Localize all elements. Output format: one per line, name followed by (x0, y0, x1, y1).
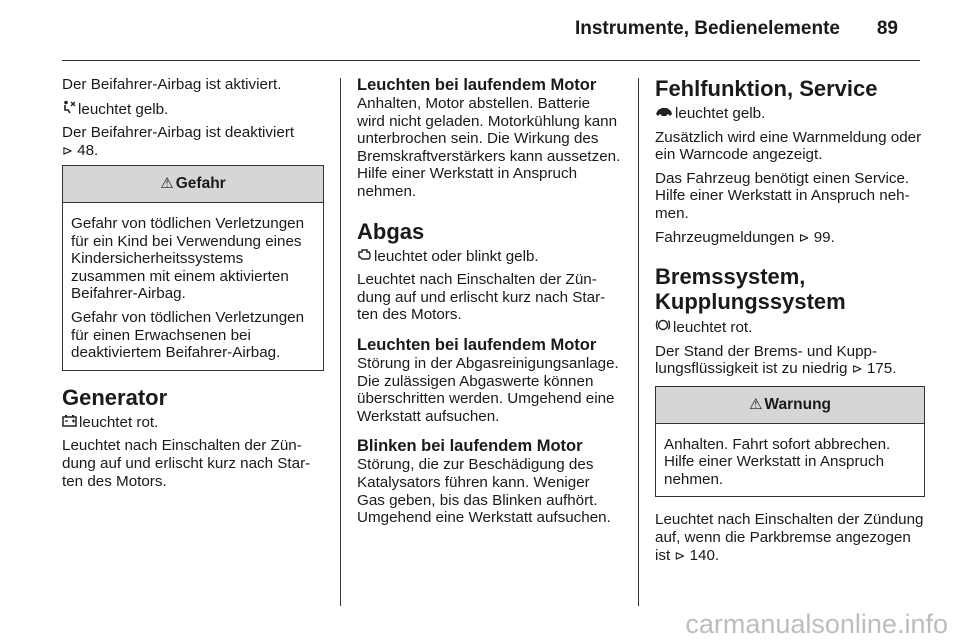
vehicle-messages-line (655, 229, 925, 247)
exhaust-indicator-line (357, 248, 621, 266)
brake-warning-icon (655, 318, 671, 337)
column-1 (62, 76, 324, 496)
danger-paragraph-2: Gefahr von tödlichen Verletzungen für einen Erwachsenen bei deaktiviertem Beifahrer-Airbag. (71, 308, 305, 362)
warning-box-text: Anhalten. Fahrt sofort abbrechen. Hilfe einer Werkstatt in Anspruch nehmen. (664, 435, 891, 488)
header-divider (62, 60, 920, 61)
engine-check-icon (357, 248, 372, 266)
generator-indicator-line (62, 414, 324, 432)
reference-arrow-icon: ⊳ (674, 547, 686, 563)
running-engine-text-2: Störung in der Abgasreinigungsanlage. Die zulässigen Abgaswerte können überschritten werden. Umgehend eine Werkstatt aufsuchen. (357, 354, 619, 425)
passenger-airbag-off-icon (62, 100, 76, 119)
brake-fluid-page-ref[interactable]: 175. (866, 360, 897, 378)
running-engine-text-1: Anhalten, Motor abstellen. Batterie wird nicht geladen. Motorkühlung kann unterbrochen sein. Die Wirkung des Bremskraftverstärkers kann aussetzen. Hilfe einer Werkstatt in Anspruch nehmen. (357, 95, 621, 200)
parking-brake-label: Leuchtet nach Einschalten der Zündung auf, wenn die Parkbremse angezogen ist (655, 511, 924, 564)
vehicle-messages-page-ref[interactable]: 99. (813, 228, 835, 246)
generator-heading: Generator (62, 384, 168, 410)
running-engine-heading-2: Leuchten bei laufendem Motor (357, 335, 597, 354)
warning-box (655, 386, 925, 497)
exhaust-heading: Abgas (357, 218, 425, 244)
blinking-heading: Blinken bei laufendem Motor (357, 437, 583, 456)
warning-box-title: Warnung (764, 395, 832, 413)
exhaust-indicator-text: leuchtet oder blinkt gelb. (374, 247, 539, 265)
column-3 (655, 76, 925, 570)
reference-arrow-icon: ⊳ (851, 361, 863, 377)
danger-paragraph-1: Gefahr von tödlichen Verletzungen für ein Kind bei Verwendung eines Kindersicherheitssystems zusammen mit einem aktivierten Beifahrer-Airbag. (71, 214, 305, 303)
danger-box (62, 165, 324, 370)
battery-icon (62, 414, 77, 432)
reference-arrow-icon: ⊳ (62, 142, 73, 158)
brake-fluid-label: Der Stand der Brems- und Kupplungsflüssigkeit ist zu niedrig (655, 342, 878, 378)
service-car-icon (655, 105, 673, 123)
airbag-page-ref[interactable]: 48. (77, 141, 99, 159)
vehicle-messages-label: Fahrzeugmeldungen (655, 228, 795, 246)
column-divider-1 (340, 78, 341, 606)
danger-box-body (63, 203, 323, 370)
airbag-indicator-line (62, 100, 324, 119)
warning-triangle-icon: ⚠ (748, 395, 763, 413)
service-heading: Fehlfunktion, Service (655, 76, 878, 101)
exhaust-description: Leuchtet nach Einschalten der Zündung auf und erlischt kurz nach Starten des Motors. (357, 271, 606, 324)
parking-brake-page-ref[interactable]: 140. (689, 546, 720, 564)
warning-triangle-icon: ⚠ (160, 175, 174, 193)
service-warning-text: Zusätzlich wird eine Warnmeldung oder ein Warncode angezeigt. (655, 128, 922, 164)
blinking-text: Störung, die zur Beschädigung des Katalysators führen kann. Weniger Gas geben, bis das Blinken aufhört. Umgehend eine Werkstatt aufsuchen. (357, 456, 611, 527)
service-indicator-text: leuchtet gelb. (675, 105, 766, 122)
parking-brake-text (655, 511, 925, 564)
column-divider-2 (638, 78, 639, 606)
danger-box-title: Gefahr (175, 175, 226, 193)
airbag-deactivated-text (62, 124, 324, 159)
warning-box-body (656, 424, 924, 497)
service-indicator-line (655, 105, 925, 123)
brake-indicator-text: leuchtet rot. (673, 319, 753, 337)
running-engine-heading-1: Leuchten bei laufendem Motor (357, 76, 597, 94)
brake-fluid-text (655, 343, 925, 378)
column-2 (357, 76, 621, 533)
airbag-indicator-text: leuchtet gelb. (78, 100, 169, 118)
brake-indicator-line (655, 318, 925, 337)
brake-system-heading: Bremssystem, Kupplungssystem (655, 264, 846, 315)
generator-indicator-text: leuchtet rot. (79, 413, 159, 431)
danger-box-header (63, 166, 323, 203)
service-needed-text: Das Fahrzeug benötigt einen Service. Hilfe einer Werkstatt in Anspruch nehmen. (655, 169, 910, 222)
warning-box-header (656, 387, 924, 424)
watermark: carmanualsonline.info (685, 609, 948, 639)
airbag-activated-text: Der Beifahrer-Airbag ist aktiviert. (62, 76, 282, 93)
airbag-deactivated-label: Der Beifahrer-Airbag ist deaktiviert (62, 124, 295, 142)
generator-description: Leuchtet nach Einschalten der Zündung auf und erlischt kurz nach Starten des Motors. (62, 437, 311, 490)
page-number: 89 (876, 18, 898, 39)
page-header-title: Instrumente, Bedienelemente (574, 18, 840, 39)
reference-arrow-icon: ⊳ (798, 229, 810, 245)
